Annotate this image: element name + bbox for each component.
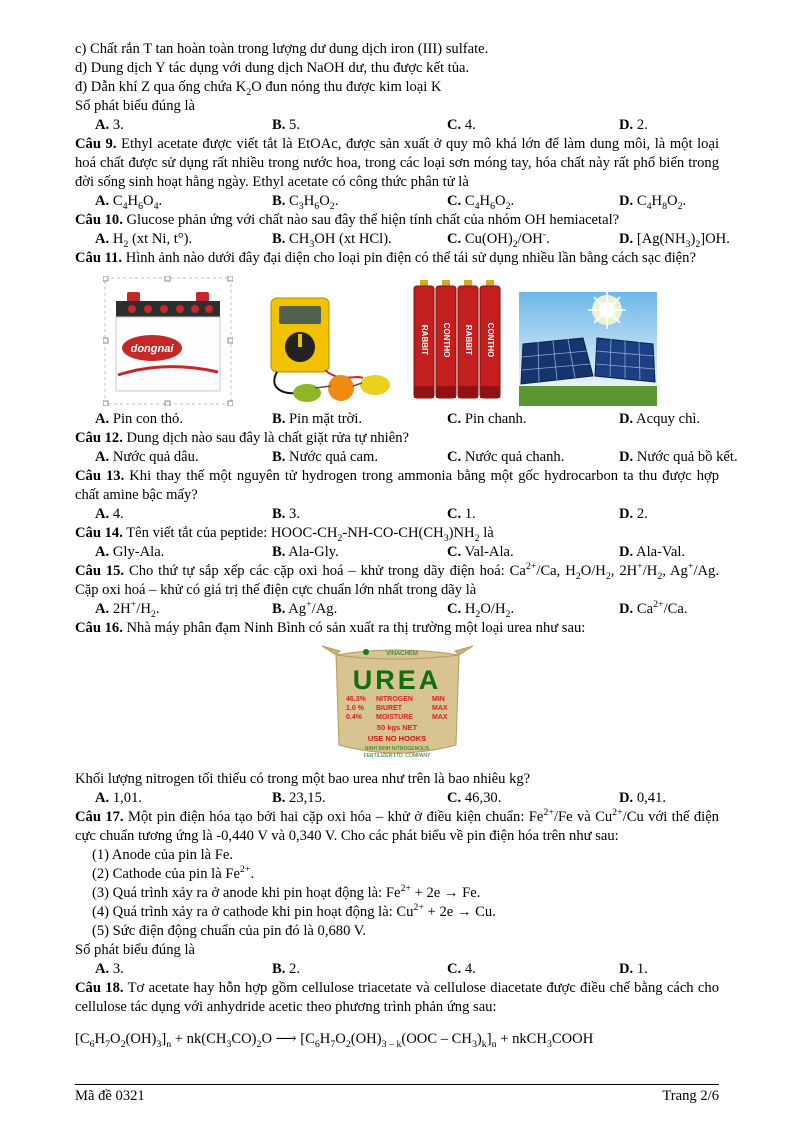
option-letter: B. [272, 601, 286, 617]
q14-option-c [447, 543, 619, 562]
q13-option-b [272, 505, 447, 524]
q17-count-line: Số phát biểu đúng là [75, 942, 195, 958]
statement-dd: đ) Dẫn khí Z qua ống chứa $K_2O$ đun nóng thu được kim loại K [75, 79, 442, 98]
option-letter: B. [272, 790, 286, 806]
lemon-fruit [360, 375, 390, 395]
q11-option-a [95, 410, 272, 429]
option-letter: D. [619, 544, 634, 560]
q15-body: Cho thứ tự sắp xếp các cặp oxi hoá – khử trong dãy điện hoá: $Ca^{2+}/Ca$, $H_2O/H_2$, $2H^+/H_2$, Ag+/Ag. Cặp oxi hoá – khử có giá trị thế điện cực chuẩn lớn nhất trong dãy là [75, 561, 719, 598]
q16-figure [75, 641, 719, 767]
option-text: 2. [636, 117, 648, 133]
q11-body: Hình ảnh nào dưới đây đại diện cho loại pin điện có thể tái sử dụng nhiều lần bằng cách sạc điện? [125, 250, 696, 266]
q13-text [75, 467, 719, 505]
q10-number: Câu 10. [75, 212, 123, 228]
question-12 [75, 429, 738, 467]
option-letter: C. [447, 961, 462, 977]
q13-option-a [95, 505, 272, 524]
q10-body: Glucose phản ứng với chất nào sau đây thể hiện tính chất của nhóm OH hemiacetal? [126, 212, 620, 228]
option-letter: D. [619, 961, 634, 977]
q12-option-c [447, 448, 619, 467]
option-text: 0,41. [636, 790, 667, 806]
dial-pointer [298, 334, 302, 347]
q9-text [75, 135, 719, 192]
option-text: 3. [112, 117, 124, 133]
option-text: Gly-Ala. [112, 544, 165, 560]
option-text: 1,01. [112, 790, 143, 806]
q17-statement-4: (4) Quá trình xảy ra ở cathode khi pin hoạt động là: $Cu^{2+} + 2e \to Cu$. [92, 902, 496, 920]
grass [519, 386, 657, 406]
q13-body: Khi thay thế một nguyên tử hydrogen trong ammonia bằng một gốc hydrocarbon ta thu được hợp chất amine bậc mấy? [75, 468, 720, 503]
q17-statement-1: (1) Anode của pin là Fe. [92, 847, 234, 863]
page-number: Trang 2/6 [662, 1088, 719, 1104]
option-text: 2. [636, 506, 648, 522]
option-letter: A. [95, 117, 110, 133]
option-letter: C. [447, 790, 462, 806]
option-text: $Ca^{2+}/Ca$. [636, 599, 688, 617]
q10-option-b [272, 230, 447, 249]
q15-option-d [619, 600, 719, 619]
question-18 [75, 979, 719, 1049]
q17-statement-2: (2) Cathode của pin là $Fe^{2+}$. [92, 864, 255, 882]
option-text: Ala-Val. [636, 544, 686, 560]
q16-option-b [272, 789, 447, 808]
q17-option-b [272, 960, 447, 979]
vinachem-logo [363, 649, 369, 655]
option-text: 4. [112, 506, 124, 522]
battery-label: RABBIT [419, 324, 429, 356]
option-text: $C_4H_8O_2$. [636, 193, 687, 212]
option-letter: A. [95, 506, 110, 522]
option-letter: D. [619, 411, 634, 427]
option-text: $Cu(OH)_2/OH^-$. [464, 229, 550, 250]
question-11 [75, 249, 719, 429]
q11-text [75, 249, 719, 268]
option-letter: B. [272, 117, 286, 133]
page-footer [75, 1084, 719, 1106]
solar-panel-image [519, 292, 657, 406]
q12-text [75, 429, 719, 448]
option-letter: C. [447, 601, 462, 617]
question-13 [75, 467, 719, 524]
option-letter: C. [447, 449, 462, 465]
q14-options [75, 543, 719, 562]
svg-text:NITROGEN: NITROGEN [375, 696, 413, 703]
q17-options [75, 960, 719, 979]
q11-option-b [272, 410, 447, 429]
option-letter: D. [619, 117, 634, 133]
option-text: Pin con thỏ. [112, 411, 183, 427]
q16-text [75, 619, 719, 638]
option-letter: D. [619, 449, 634, 465]
q15-option-a [95, 600, 272, 619]
option-letter: B. [272, 193, 286, 209]
option-letter: B. [272, 961, 286, 977]
q11-number: Câu 11. [75, 250, 123, 266]
option-letter: C. [447, 231, 462, 247]
option-text: $H_2$ (xt Ni, t°). [112, 231, 193, 250]
q15-option-c [447, 600, 619, 619]
option-letter: D. [619, 790, 634, 806]
question-10 [75, 211, 730, 250]
option-letter: A. [95, 231, 110, 247]
bag-ear [322, 646, 340, 655]
q18-text [75, 979, 719, 1017]
q12-options [75, 448, 738, 467]
q15-number: Câu 15. [75, 563, 125, 579]
urea-brand-text: VINACHEM [385, 651, 418, 657]
option-text: 5. [289, 117, 300, 133]
question-17 [75, 808, 719, 979]
q17-statement-5: (5) Sức điện động chuẩn của pin đó là 0,680 V. [92, 923, 367, 939]
option-letter: A. [95, 193, 110, 209]
svg-text:0.4%: 0.4% [345, 714, 362, 721]
option-letter: B. [272, 544, 286, 560]
urea-company-line2: FERTILIZER LTD. COMPANY [363, 753, 430, 759]
battery-label: RABBIT [463, 324, 473, 356]
q16-number: Câu 16. [75, 620, 123, 636]
statement-d: d) Dung dịch Y tác dụng với dung dịch NaOH dư, thu được kết tủa. [75, 60, 470, 76]
option-text: Pin mặt trời. [289, 411, 363, 427]
q8-options [75, 116, 719, 135]
q14-text [75, 524, 719, 543]
option-text: 4. [464, 117, 476, 133]
q18-number: Câu 18. [75, 980, 124, 996]
q9-options [75, 192, 719, 211]
option-text: $[Ag(NH_3)_2]OH$. [636, 231, 730, 250]
urea-hooks-warning: USE NO HOOKS [367, 734, 426, 743]
q13-option-c [447, 505, 619, 524]
question-16 [75, 619, 719, 808]
option-text: $H_2O/H_2$. [464, 601, 515, 620]
option-letter: A. [95, 601, 110, 617]
q17-option-d [619, 960, 719, 979]
q9-option-b [272, 192, 447, 211]
q17-option-c [447, 960, 619, 979]
option-text: $C_4H_6O_4$. [112, 193, 163, 212]
q12-number: Câu 12. [75, 430, 123, 446]
q8-option-b [272, 116, 447, 135]
urea-spec-lines [346, 696, 448, 721]
option-text: 1. [464, 506, 476, 522]
multimeter-screen [279, 306, 321, 324]
q14-option-b [272, 543, 447, 562]
option-letter: D. [619, 601, 634, 617]
q16-option-c [447, 789, 619, 808]
option-letter: B. [272, 231, 286, 247]
option-letter: A. [95, 961, 110, 977]
option-text: Nước quả dâu. [112, 449, 199, 465]
q12-option-b [272, 448, 447, 467]
q8-option-c [447, 116, 619, 135]
svg-text:1.0 %: 1.0 % [345, 705, 364, 712]
q18-body: Tơ acetate hay hỗn hợp gồm cellulose triacetate và cellulose diacetate được điều chế bằng cách cho cellulose tác dụng với anhydride acetic theo phương trình phản ứng sau: [75, 980, 720, 1015]
lime-fruit [293, 384, 321, 402]
q15-options [75, 600, 719, 619]
q11-figure-row [103, 272, 719, 406]
option-text: $2H^+/H_2$. [112, 599, 160, 620]
lead-acid-battery-image [103, 276, 233, 406]
q9-option-c [447, 192, 619, 211]
q18-equation: $[C_6H_7O_2(OH)_3]_n + nk(CH_3CO)_2O$ ⟶ $[C_6H_7O_2(OH)_{3 - k}(OOC - CH_3)_k]_n$ + nkCH$_3$COOH [75, 1031, 594, 1050]
option-letter: A. [95, 544, 110, 560]
q17-number: Câu 17. [75, 809, 124, 825]
option-letter: B. [272, 411, 286, 427]
urea-bag-image [310, 641, 485, 767]
q11-options [75, 410, 719, 429]
q12-option-d [619, 448, 738, 467]
q13-options [75, 505, 719, 524]
option-text: Nước quả bồ kết. [636, 449, 738, 465]
svg-text:MAX: MAX [431, 705, 448, 712]
fruit-battery-multimeter-image [249, 294, 397, 406]
q8-option-a [95, 116, 272, 135]
q12-option-a [95, 448, 272, 467]
svg-text:BIURET: BIURET [375, 705, 402, 712]
q10-option-a [95, 230, 272, 249]
option-text: Pin chanh. [464, 411, 527, 427]
svg-text:MAX: MAX [431, 714, 448, 721]
urea-net-weight: 50 kgs NET [376, 723, 417, 732]
bag-ear [455, 646, 473, 655]
option-text: 23,15. [289, 790, 326, 806]
q17-body: Một pin điện hóa tạo bởi hai cặp oxi hóa – khử ở điều kiện chuẩn: $Fe^{2+}/Fe$ và $Cu^{2+}/Cu$ với thế điện cực chuẩn tương ứng là -0,440 V và 0,340 V. Cho các phát biểu về pin điện hóa trên như sau: [75, 807, 719, 844]
option-letter: C. [447, 411, 462, 427]
battery-terminal [127, 292, 140, 302]
q14-option-a [95, 543, 272, 562]
q9-option-a [95, 192, 272, 211]
q8-option-d [619, 116, 719, 135]
option-letter: D. [619, 506, 634, 522]
q15-text [75, 562, 719, 600]
q16-option-a [95, 789, 272, 808]
q12-body: Dung dịch nào sau đây là chất giặt rửa tự nhiên? [126, 430, 409, 446]
rabbit-batteries-image [413, 278, 503, 406]
battery-terminal [196, 292, 209, 302]
option-text: 3. [112, 961, 124, 977]
option-letter: D. [619, 193, 634, 209]
q10-option-d [619, 230, 730, 249]
q17-statement-3: (3) Quá trình xảy ra ở anode khi pin hoạt động là: $Fe^{2+} + 2e \to Fe$. [92, 883, 481, 901]
option-letter: B. [272, 449, 286, 465]
q17-option-a [95, 960, 272, 979]
q16-option-d [619, 789, 719, 808]
option-letter: A. [95, 790, 110, 806]
option-text: Ala-Gly. [288, 544, 339, 560]
option-letter: B. [272, 506, 286, 522]
battery-label: CONTHO [485, 322, 495, 358]
option-letter: A. [95, 411, 110, 427]
urea-company-line1: NINH BINH NITROGENOUS [364, 746, 429, 752]
q14-number: Câu 14. [75, 525, 123, 541]
q13-option-d [619, 505, 719, 524]
option-text: $C_3H_6O_2$. [289, 193, 339, 212]
orange-fruit [328, 375, 354, 401]
option-text: Nước quả cam. [289, 449, 379, 465]
option-text: 46,30. [464, 790, 502, 806]
question-15 [75, 562, 719, 619]
battery-label: CONTHO [441, 322, 451, 358]
option-text: $C_4H_6O_2$. [464, 193, 515, 212]
svg-text:46.3%: 46.3% [345, 696, 366, 703]
q11-option-d [619, 410, 719, 429]
exam-code: Mã đề 0321 [75, 1088, 145, 1104]
q9-number: Câu 9. [75, 136, 117, 152]
question-8-tail [75, 40, 719, 135]
q16-options [75, 789, 719, 808]
option-text: 4. [464, 961, 476, 977]
q15-option-b [272, 600, 447, 619]
option-text: Val-Ala. [464, 544, 514, 560]
option-text: $CH_3OH$ (xt HCl). [289, 231, 392, 250]
option-letter: C. [447, 506, 462, 522]
q10-text [75, 211, 719, 230]
question-14 [75, 524, 719, 562]
option-letter: C. [447, 117, 462, 133]
option-letter: C. [447, 193, 462, 209]
q17-text [75, 808, 719, 846]
option-letter: A. [95, 449, 110, 465]
option-text: Acquy chì. [636, 411, 701, 427]
question-9 [75, 135, 719, 211]
option-text: 2. [289, 961, 300, 977]
q16-question-line: Khối lượng nitrogen tối thiểu có trong một bao urea như trên là bao nhiêu kg? [75, 771, 531, 787]
q9-option-d [619, 192, 719, 211]
svg-text:MIN: MIN [431, 696, 445, 703]
q16-body: Nhà máy phân đạm Ninh Bình có sản xuất ra thị trường một loại urea như sau: [126, 620, 586, 636]
svg-text:MOISTURE: MOISTURE [375, 714, 413, 721]
q11-option-c [447, 410, 619, 429]
q9-body: Ethyl acetate được viết tắt là EtOAc, được sản xuất ở quy mô khá lớn để làm dung môi, là một loại hoá chất được sử dụng rất nhiều trong nước hoa, trong các loại sơn móng tay, hóa chất này rất phổ biến trong đời sống sinh hoạt hằng ngày. Ethyl acetate có công thức phân tử là [75, 136, 720, 190]
statement-c: c) Chất rắn T tan hoàn toàn trong lượng dư dung dịch iron (III) sulfate. [75, 41, 489, 57]
option-letter: D. [619, 231, 634, 247]
q13-number: Câu 13. [75, 468, 125, 484]
q10-option-c [447, 230, 619, 249]
option-letter: C. [447, 544, 462, 560]
option-text: 1. [636, 961, 648, 977]
option-text: Nước quả chanh. [464, 449, 565, 465]
option-text: 3. [289, 506, 300, 522]
q14-option-d [619, 543, 719, 562]
option-text: Ag+/Ag. [288, 599, 338, 617]
q10-options [75, 229, 730, 250]
q8-count-line: Số phát biểu đúng là [75, 98, 195, 114]
q17-statements [75, 846, 719, 941]
battery-brand-label: dongnai [130, 343, 174, 355]
urea-title-text: UREA [352, 665, 441, 695]
q14-body: Tên viết tắt của peptide: HOOC-$CH_2-NH-CO-CH(CH_3)NH_2$ là [126, 525, 494, 544]
